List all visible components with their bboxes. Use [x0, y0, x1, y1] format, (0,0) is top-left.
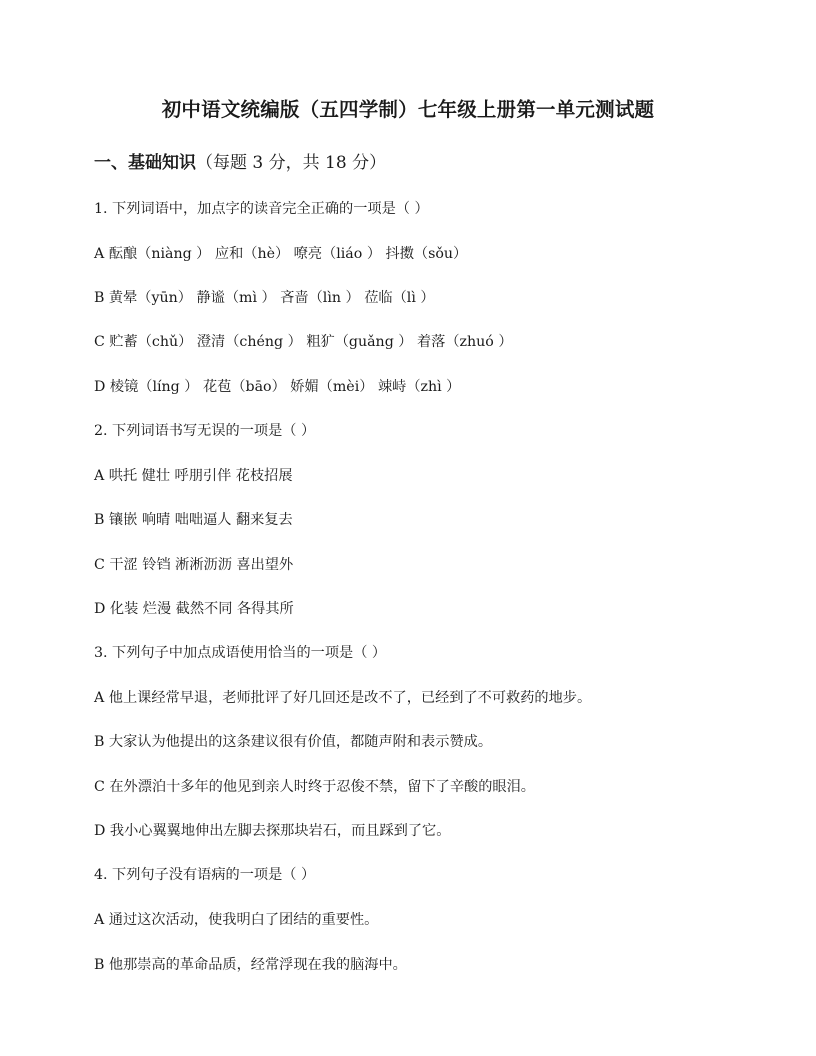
- question-2-option-a: A 哄托 健壮 呼朋引伴 花枝招展: [94, 468, 293, 484]
- question-3-option-c: C 在外漂泊十多年的他见到亲人时终于忍俊不禁，留下了辛酸的眼泪。: [94, 779, 535, 795]
- section-heading: [94, 148, 386, 173]
- document-title: 初中语文统编版（五四学制）七年级上册第一单元测试题: [161, 98, 655, 121]
- question-2-option-d: D 化装 烂漫 截然不同 各得其所: [94, 601, 294, 617]
- question-1-stem: 1. 下列词语中，加点字的读音完全正确的一项是（ ）: [94, 201, 429, 217]
- question-2-stem: 2. 下列词语书写无误的一项是（ ）: [94, 423, 316, 439]
- question-1-option-a: A 酝酿（niàng ） 应和（hè） 嘹亮（liáo ） 抖擞（sǒu）: [94, 246, 468, 262]
- question-3-option-d: D 我小心翼翼地伸出左脚去探那块岩石，而且踩到了它。: [94, 823, 451, 839]
- section-heading-label: 一、基础知识: [94, 153, 196, 173]
- section-heading-scoring: （每题 3 分，共 18 分）: [196, 153, 387, 173]
- question-3-stem: 3. 下列句子中加点成语使用恰当的一项是（ ）: [94, 645, 387, 661]
- question-1-option-d: D 棱镜（líng ） 花苞（bāo） 娇媚（mèi） 竦峙（zhì ）: [94, 379, 461, 395]
- question-3-option-b: B 大家认为他提出的这条建议很有价值，都随声附和表示赞成。: [94, 734, 493, 750]
- question-4-option-b: B 他那崇高的革命品质，经常浮现在我的脑海中。: [94, 957, 407, 973]
- question-2-option-c: C 干涩 铃铛 淅淅沥沥 喜出望外: [94, 557, 294, 573]
- question-2-option-b: B 镶嵌 响晴 咄咄逼人 翻来复去: [94, 512, 293, 528]
- question-4-option-a: A 通过这次活动，使我明白了团结的重要性。: [94, 912, 379, 928]
- question-1-option-b: B 黄晕（yūn） 静谧（mì ） 吝啬（lìn ） 莅临（lì ）: [94, 290, 435, 306]
- question-3-option-a: A 他上课经常早退，老师批评了好几回还是改不了，已经到了不可救药的地步。: [94, 690, 592, 706]
- question-4-stem: 4. 下列句子没有语病的一项是（ ）: [94, 867, 316, 883]
- question-1-option-c: C 贮蓄（chǔ） 澄清（chéng ） 粗犷（guǎng ） 着落（zhuó ）: [94, 334, 513, 350]
